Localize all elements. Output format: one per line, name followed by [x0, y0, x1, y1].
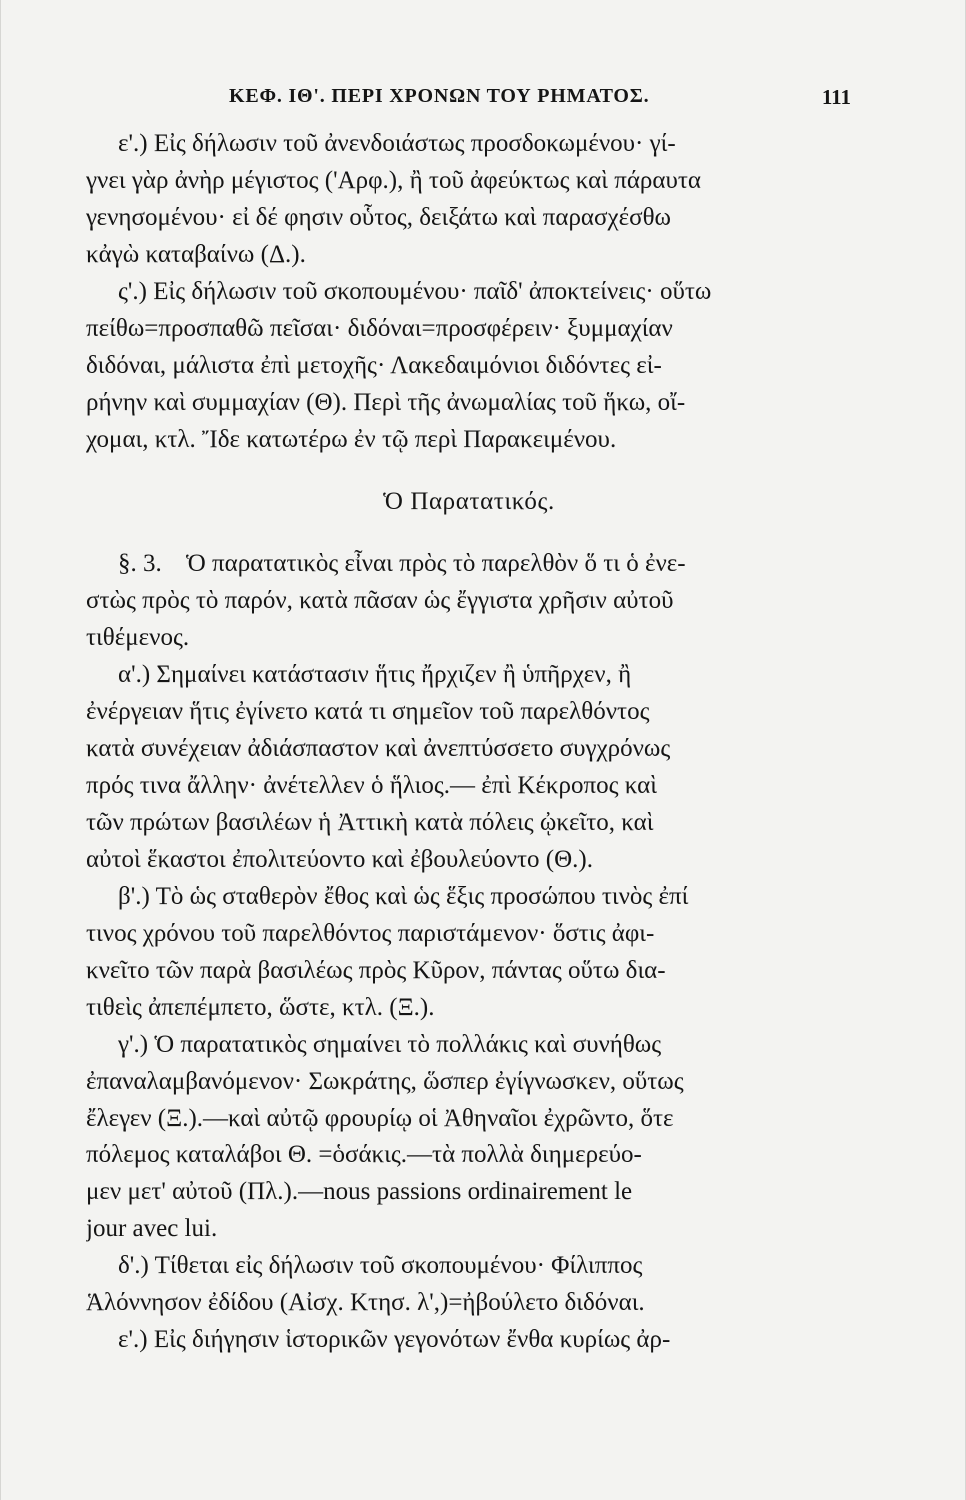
text-line: ς'.) Εἰς δήλωσιν τοῦ σκοπουμένου· παῖδ' ἀποκτείνεις· οὕτω: [118, 277, 712, 305]
text-line: ε'.) Εἰς δήλωσιν τοῦ ἀνενδοιάστως προσδοκωμένου· γί-: [118, 130, 676, 157]
text-line: κἀγὼ καταβαίνω (Δ.).: [86, 240, 306, 268]
text-line: ἐνέργειαν ἥτις ἐγίνετο κατά τι σημεῖον τοῦ παρελθόντος: [86, 698, 650, 726]
section-first-line: [86, 546, 852, 583]
text-line: γνει γὰρ ἀνὴρ μέγιστος ('Αρφ.), ἢ τοῦ ἀφεύκτως καὶ πάραυτα: [86, 166, 702, 194]
text-line: κνεῖτο τῶν παρὰ βασιλέως πρὸς Κῦρον, πάντας οὕτω δια-: [86, 956, 666, 984]
text-line: πείθω=προσπαθῶ πεῖσαι· διδόναι=προσφέρειν· ξυμμαχίαν: [86, 314, 673, 342]
text-line: αὐτοὶ ἕκαστοι ἐπολιτεύοντο καὶ ἐβουλεύοντο (Θ.).: [86, 845, 594, 873]
text-line: πόλεμος καταλάβοι Θ. =ὁσάκις.—τὰ πολλὰ διημερεύο-: [86, 1141, 642, 1169]
text-line: ε'.) Εἰς διήγησιν ἱστορικῶν γεγονότων ἔνθα κυρίως ἀρ-: [118, 1326, 671, 1354]
section-mark: §. 3.: [118, 550, 162, 578]
text-line: τῶν πρώτων βασιλέων ἡ Ἀττικὴ κατὰ πόλεις ᾠκεῖτο, καὶ: [86, 809, 654, 836]
page-number: 111: [821, 85, 851, 109]
text-line: τιθέμενος.: [86, 624, 190, 652]
text-line: β'.) Τὸ ὡς σταθερὸν ἔθος καὶ ὡς ἕξις προσώπου τινὸς ἐπί: [118, 882, 689, 910]
page-body: [86, 126, 852, 1359]
text-line: jour avec lui.: [86, 1215, 218, 1243]
text-line: α'.) Σημαίνει κατάστασιν ἥτις ἤρχιζεν ἢ ὑπῆρχεν, ἢ: [118, 661, 632, 689]
text-line: γ'.) Ὁ παρατατικὸς σημαίνει τὸ πολλάκις καὶ συνήθως: [118, 1030, 662, 1058]
text-line: πρός τινα ἄλλην· ἀνέτελλεν ὁ ἥλιος.— ἐπὶ Κέκροπος καὶ: [86, 772, 657, 800]
text-line: ρήνην καὶ συμμαχίαν (Θ). Περὶ τῆς ἀνωμαλίας τοῦ ἥκω, οἴ-: [86, 388, 686, 416]
text-line: ἔλεγεν (Ξ.).—καὶ αὐτῷ φρουρίῳ οἱ Ἀθηναῖοι ἐχρῶντο, ὅτε: [86, 1104, 674, 1132]
text-line: γενησομένου· εἰ δέ φησιν οὗτος, δειξάτω καὶ παρασχέσθω: [86, 203, 672, 231]
text-line: δ'.) Τίθεται εἰς δήλωσιν τοῦ σκοπουμένου· Φίλιππος: [118, 1252, 643, 1280]
running-head: [229, 85, 851, 117]
text-line: στὼς πρὸς τὸ παρόν, κατὰ πᾶσαν ὡς ἔγγιστα χρῆσιν αὐτοῦ: [86, 587, 674, 615]
text-line: Ἁλόννησον ἐδίδου (Αἰσχ. Κτησ. λ',)=ἠβούλετο διδόναι.: [86, 1289, 645, 1317]
chapter-title: ΚΕΦ. ΙΘ'. ΠΕΡΙ ΧΡΟΝΩΝ ΤΟΥ ΡΗΜΑΤΟΣ.: [229, 85, 650, 107]
section-spacing: [86, 458, 852, 476]
text-line: κατὰ συνέχειαν ἀδιάσπαστον καὶ ἀνεπτύσσετο συγχρόνως: [86, 735, 671, 763]
section-line-text: Ὁ παρατατικὸς εἶναι πρὸς τὸ παρελθὸν ὅ τι ὁ ἐνε-: [186, 550, 686, 578]
text-line: τινος χρόνου τοῦ παρελθόντος παριστάμενον· ὅστις ἀφι-: [86, 919, 655, 947]
text-line: χομαι, κτλ. Ἴδε κατωτέρω ἐν τῷ περὶ Παρακειμένου.: [86, 425, 617, 453]
text-line: μεν μετ' αὐτοῦ (Πλ.).—nous passions ordinairement le: [86, 1178, 633, 1206]
section-spacing: [86, 528, 852, 546]
text-line: τιθεὶς ἀπεπέμπετο, ὥστε, κτλ. (Ξ.).: [86, 993, 435, 1021]
text-line: ἐπαναλαμβανόμενον· Σωκράτης, ὥσπερ ἐγίγνωσκεν, οὕτως: [86, 1067, 684, 1095]
section-heading: Ὁ Παρατατικός.: [383, 488, 555, 516]
text-line: διδόναι, μάλιστα ἐπὶ μετοχῆς· Λακεδαιμόνιοι διδόντες εἰ-: [86, 351, 662, 379]
